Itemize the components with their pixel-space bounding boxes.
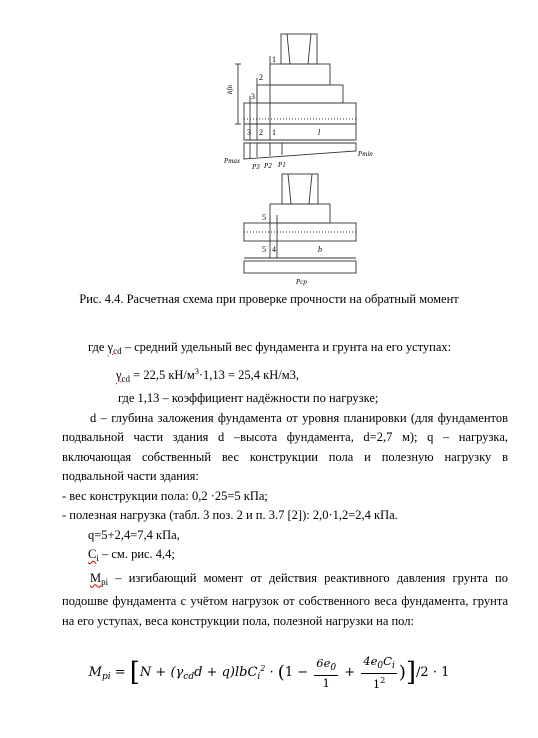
mpi-symbol: $M_{pi}$ (90, 570, 109, 587)
label-p3: P3 (252, 163, 260, 171)
lower-tier (270, 204, 330, 223)
pressure-uniform (244, 261, 356, 273)
label-5: 5 (262, 213, 266, 222)
lower-slab (244, 223, 356, 241)
fraction-1: $\frac{6e_0}{1}$ (316, 655, 337, 690)
tier-3 (244, 103, 356, 124)
paragraph-gamma-value (62, 362, 508, 390)
label-p1: P1 (278, 161, 286, 169)
label-pmax: Pmax (224, 157, 240, 165)
label-p2: P2 (264, 162, 272, 170)
paragraph-mpi (62, 569, 508, 632)
label-2-bottom: 2 (259, 128, 263, 137)
calculation-scheme-figure (0, 0, 538, 290)
label-1: 1 (272, 55, 276, 64)
text-fragment: = 22,5 кН/м (130, 367, 195, 382)
column-upper (281, 34, 317, 64)
moment-formula: $M_{pi} = [N + (\gamma_{cd}d + q)lbC_i^2 \cdot (1$ − $\frac{6e_0}{1}$ + $\frac{4e_0C_i}{1^2}$ )]/2 · 1 (88, 654, 450, 691)
label-pmin: Pmin (358, 150, 373, 158)
tier-1 (270, 64, 330, 85)
label-b: b (318, 245, 322, 254)
column-lower (282, 174, 318, 204)
text-fragment: – средний удельный вес фундамента и грунта на его уступах: (121, 340, 452, 354)
paragraph-floor-weight: - вес конструкции пола: 0,2 ·25=5 кПа; (62, 488, 268, 503)
figure-caption: Рис. 4.4. Расчетная схема при проверке прочности на обратный момент (79, 292, 459, 306)
gamma-symbol: $\gamma_{cd}$ (107, 340, 122, 356)
superscript: 3 (194, 366, 199, 376)
text-fragment: – см. рис. 4,4; (98, 547, 175, 561)
label-4-bottom: 4 (272, 245, 276, 254)
pressure-diagram (244, 143, 356, 159)
label-2: 2 (259, 73, 263, 82)
label-3: 3 (251, 92, 255, 101)
label-5-bottom: 5 (262, 245, 266, 254)
label-1-bottom: 1 (272, 128, 276, 137)
label-3-bottom: 3 (247, 128, 251, 137)
fraction-2: $\frac{4e_0C_i}{1^2}$ (363, 654, 395, 691)
label-pcp: Pср (296, 278, 307, 286)
paragraph-coef: где 1,13 – коэффициент надёжности по нагрузке; (118, 391, 379, 405)
ci-symbol: $С_i$ (88, 547, 99, 563)
text-fragment: где (88, 340, 108, 354)
text-fragment: ·1,13 = 25,4 кН/м3, (198, 367, 300, 382)
paragraph-gamma-def (62, 338, 508, 362)
paragraph-d-definition: d – глубина заложения фундамента от уровня планировки (для фундаментов подвальной части здания d –высота фундамента, d=2,7 м); q – нагрузка, включающая собственный вес конструкции пола и полезную нагрузку в подвальной части здания: (62, 410, 508, 483)
label-l: l (318, 128, 321, 137)
paragraph-q-total: q=5+2,4=7,4 кПа, (88, 527, 180, 542)
gamma-symbol: $\gamma_{cd}$ (116, 367, 131, 384)
paragraph-ci (62, 545, 508, 569)
body-text (62, 338, 508, 631)
paragraph-live-load: - полезная нагрузка (табл. 3 поз. 2 и п. 3.7 [2]): 2,0·1,2=2,4 кПа. (62, 508, 398, 522)
label-hfn: hfn (226, 85, 234, 94)
text-fragment: – изгибающий момент от действия реактивного давления грунта по подошве фундамента с учётом нагрузок от собственного веса фундамента, грунта на его уступах, веса конструкции пола, полезной нагрузки на пол: (62, 570, 508, 628)
